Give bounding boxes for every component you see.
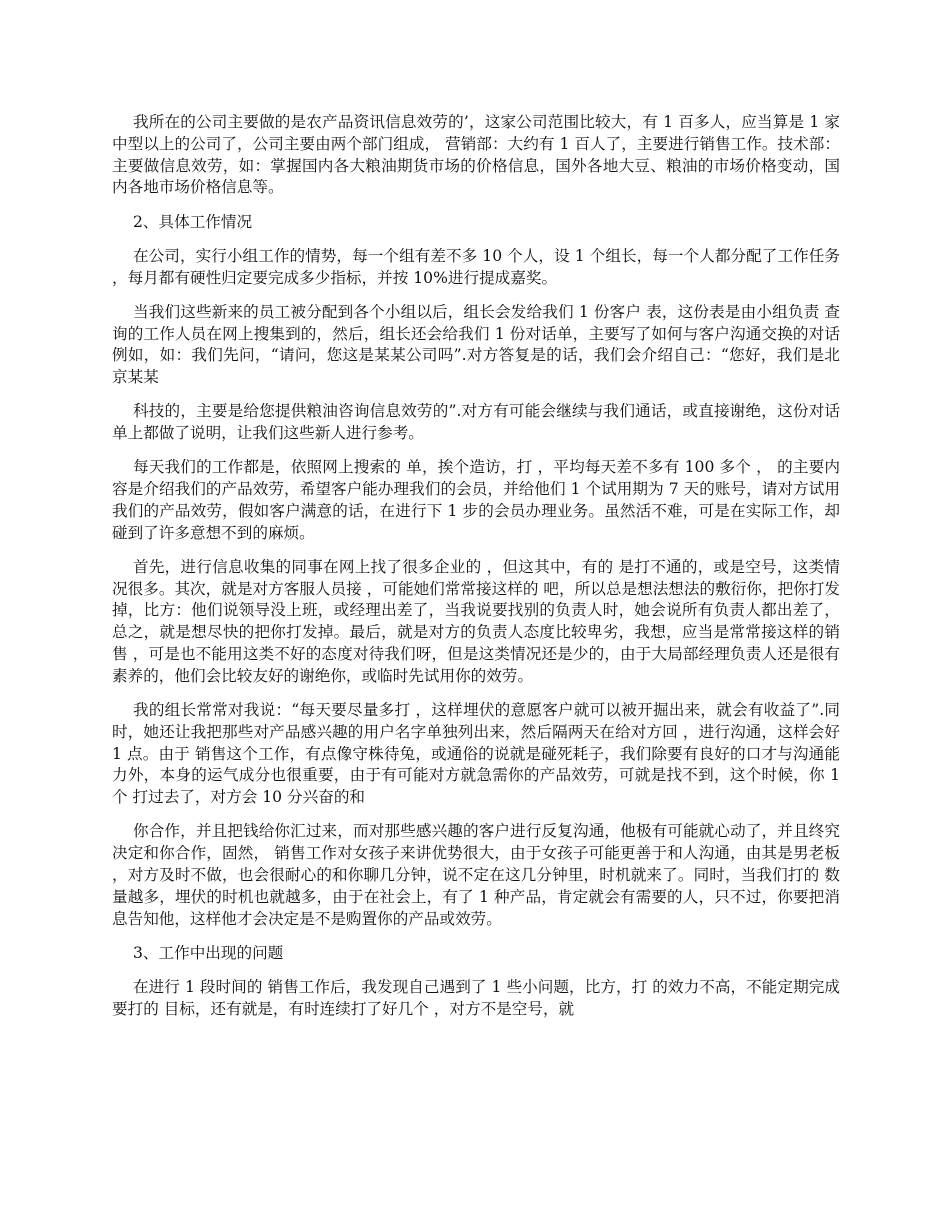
paragraph-daily-work: 每天我们的工作都是，依照网上搜索的 单，挨个造访，打 ，平均每天差不多有 100 多个 ， 的主要内容是介绍我们的产品效劳，希望客户能办理我们的会员，并给他们 1 个试用期为 7 天的账号，请对方试用我们的产品效劳，假如客户满意的话，在进行下 1 步的会员办理业务。虽然活不难，可是在实际工作，却碰到了许多意想不到的麻烦。: [112, 458, 840, 542]
paragraph-customer-list: 当我们这些新来的员工被分配到各个小组以后，组长会发给我们 1 份客户 表，这份表是由小组负责 查询的工作人员在网上搜集到的，然后，组长还会给我们 1 份对话单，主要写了如何与客户沟通交换的对话例如，如：我们先问，“请问，您这是某某公司吗”.对方答复是的话，我们会介绍自己：“您好，我们是北京某某: [112, 302, 840, 387]
section-heading-problems: 3、工作中出现的问题: [133, 943, 284, 962]
paragraph-leader-advice: 我的组长常常对我说：“每天要尽量多打 ，这样埋伏的意愿客户就可以被开掘出来，就会有收益了”.同时，她还让我把那些对产品感兴趣的用户名字单独列出来，然后隔两天在给对方回 ，进行沟通，这样会好 1 点。由于 销售这个工作，有点像守株待兔，或通俗的说就是碰死耗子，我们除要有良好的口才与沟通能力外，本身的运气成分也很重要，由于有可能对方就急需你的产品效劳，可就是找不到，这个时候，你 1 个 打过去了，对方会 10 分兴奋的和: [112, 701, 840, 807]
section-heading-work-details: 2、具体工作情况: [133, 212, 253, 231]
paragraph-script-note: 科技的，主要是给您提供粮油咨询信息效劳的”.对方有可能会继续与我们通话，或直接谢绝，这份对话单上都做了说明，让我们这些新人进行参考。: [112, 402, 840, 443]
paragraph-difficulties: 首先，进行信息收集的同事在网上找了很多企业的 ，但这其中，有的 是打不通的，或是空号，这类情况很多。其次，就是对方客服人员接 ，可能她们常常接这样的 吧，所以总是想法想法的敷衍你，把你打发掉，比方：他们说领导没上班，或经理出差了，当我说要找别的负责人时，她会说所有负责人都出差了，总之，就是想尽快的把你打发掉。最后，就是对方的负责人态度比较卑劣，我想，应当是常常接这样的销售 ，可是也不能用这类不好的态度对待我们呀，但是这类情况还是少的，由于大局部经理负责人还是很有素养的，他们会比较友好的谢绝你，或临时先试用你的效劳。: [112, 557, 840, 685]
paragraph-problems: 在进行 1 段时间的 销售工作后，我发现自己遇到了 1 些小问题，比方，打 的效力不高，不能定期完成要打的 目标，还有就是，有时连续打了好几个 ，对方不是空号，就: [112, 978, 840, 1018]
document-page: [112, 112, 840, 1033]
paragraph-team-structure: 在公司，实行小组工作的情势，每一个组有差不多 10 个人，设 1 个组长，每一个人都分配了工作任务，每月都有硬性归定要完成多少指标，并按 10%进行提成嘉奖。: [112, 246, 840, 287]
paragraph-company-intro: 我所在的公司主要做的是农产品资讯信息效劳的’，这家公司范围比较大，有 1 百多人，应当算是 1 家中型以上的公司了，公司主要由两个部门组成， 营销部：大约有 1 百人了，主要进行销售工作。技术部：主要做信息效劳，如：掌握国内各大粮油期货市场的价格信息，国外各地大豆、粮油的市场价格变动，国内各地市场价格信息等。: [112, 113, 840, 197]
paragraph-cooperation: 你合作，并且把钱给你汇过来，而对那些感兴趣的客户进行反复沟通，他极有可能就心动了，并且终究决定和你合作，固然， 销售工作对女孩子来讲优势很大，由于女孩子可能更善于和人沟通，由其是男老板，对方及时不做，也会很耐心的和你聊几分钟，说不定在这几分钟里，时机就来了。同时，当我们打的 数量越多，埋伏的时机也就越多，由于在社会上，有了 1 种产品，肯定就会有需要的人，只不过，你要把消息告知他，这样他才会决定是不是购置你的产品或效劳。: [112, 822, 840, 928]
